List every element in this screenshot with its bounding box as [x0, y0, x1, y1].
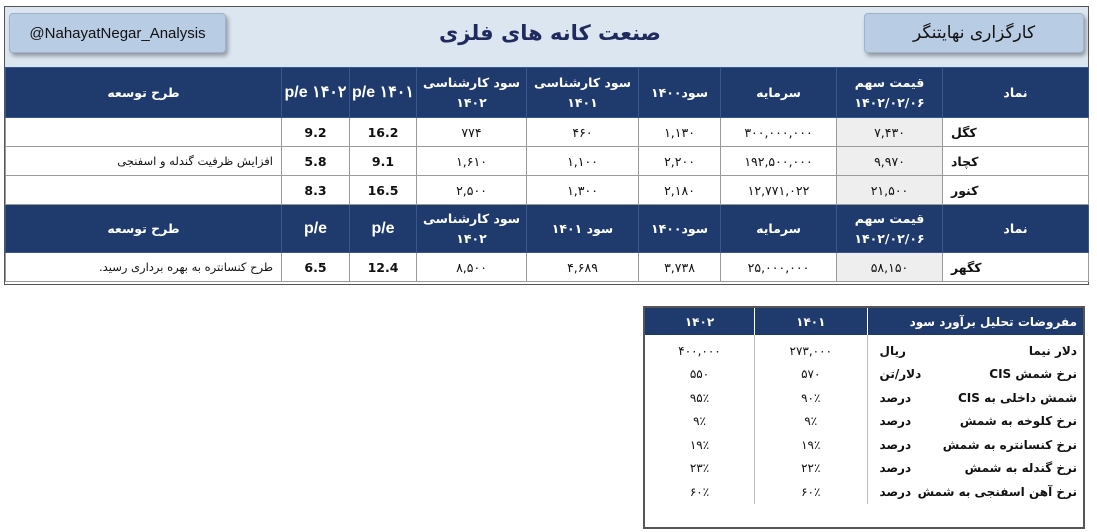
assumption-value-1402: ۱۹٪ [644, 433, 755, 457]
cell-profit-1401: ۴,۶۸۹ [527, 253, 639, 282]
cell-pe-1402: 6.5 [282, 253, 350, 282]
cell-pe-1401: 12.4 [350, 253, 417, 282]
cell-symbol: کنور [943, 176, 1089, 205]
list-item [644, 386, 1084, 410]
assumption-value-1401: ۹۰٪ [755, 386, 868, 410]
cell-plan [6, 176, 282, 205]
cell-price: ۵۸,۱۵۰ [837, 253, 943, 282]
header-symbol: نماد [943, 205, 1089, 253]
title-bar [5, 7, 1088, 68]
table-row [6, 176, 1089, 205]
assumption-unit: درصد [879, 484, 912, 499]
assumptions-title: مفروضات تحلیل برآورد سود [867, 307, 1084, 335]
header-profit-1400: سود۱۴۰۰ [639, 68, 721, 118]
table2-header-row [6, 205, 1089, 253]
cell-profit-1402: ۷۷۴ [417, 118, 527, 147]
assumption-unit: درصد [879, 437, 912, 452]
report-frame [4, 6, 1089, 285]
assumption-value-1402: ۹۵٪ [644, 386, 755, 410]
header-plan: طرح توسعه [6, 68, 282, 118]
assumption-unit: درصد [879, 461, 912, 476]
header-pe-1401: p/e [350, 205, 417, 253]
header-symbol: نماد [943, 68, 1089, 118]
assumption-value-1401: ۵۷۰ [755, 363, 868, 387]
assumption-unit: دلار/تن [879, 367, 922, 382]
cell-profit-1400: ۲,۲۰۰ [639, 147, 721, 176]
cell-profit-1401: ۴۶۰ [527, 118, 639, 147]
cell-profit-1401: ۱,۱۰۰ [527, 147, 639, 176]
cell-capital: ۱۲,۷۷۱,۰۲۲ [721, 176, 837, 205]
assumption-value-1402: ۹٪ [644, 410, 755, 434]
assumption-value-1402: ۴۰۰,۰۰۰ [644, 335, 755, 363]
cell-symbol: کگهر [943, 253, 1089, 282]
header-profit-1402: سود کارشناسی ۱۴۰۲ [417, 68, 527, 118]
cell-profit-1400: ۲,۱۸۰ [639, 176, 721, 205]
assumption-label: نرخ کلوخه به شمش [959, 414, 1077, 429]
cell-profit-1400: ۳,۷۳۸ [639, 253, 721, 282]
assumption-unit: درصد [879, 414, 912, 429]
assumptions-col-1402: ۱۴۰۲ [644, 307, 755, 335]
cell-profit-1402: ۸,۵۰۰ [417, 253, 527, 282]
header-profit-1400: سود۱۴۰۰ [639, 205, 721, 253]
header-capital: سرمایه [721, 205, 837, 253]
header-pe-1401: p/e ۱۴۰۱ [350, 68, 417, 118]
assumption-label: دلار نیما [1028, 343, 1077, 358]
assumption-value-1401: ۱۹٪ [755, 433, 868, 457]
cell-pe-1402: 8.3 [282, 176, 350, 205]
list-item [644, 433, 1084, 457]
cell-plan: افزایش ظرفیت گندله و اسفنجی [6, 147, 282, 176]
cell-plan [6, 118, 282, 147]
channel-handle: @NahayatNegar_Analysis [9, 13, 226, 53]
cell-capital: ۳۰۰,۰۰۰,۰۰۰ [721, 118, 837, 147]
list-item [644, 335, 1084, 363]
cell-pe-1401: 16.5 [350, 176, 417, 205]
list-item [644, 457, 1084, 481]
list-item [644, 410, 1084, 434]
assumption-label: شمش داخلی به CIS [957, 390, 1077, 405]
header-plan: طرح توسعه [6, 205, 282, 253]
assumption-label: نرخ گندله به شمش [964, 461, 1077, 476]
list-item [644, 480, 1084, 504]
cell-capital: ۲۵,۰۰۰,۰۰۰ [721, 253, 837, 282]
assumption-label: نرخ شمش CIS [989, 367, 1077, 382]
assumption-unit: ریال [879, 343, 906, 358]
cell-symbol: کگل [943, 118, 1089, 147]
assumptions-table [643, 306, 1085, 529]
assumptions-header-row [644, 307, 1084, 335]
table-row [6, 147, 1089, 176]
cell-pe-1402: 5.8 [282, 147, 350, 176]
cell-capital: ۱۹۲,۵۰۰,۰۰۰ [721, 147, 837, 176]
assumption-value-1402: ۵۵۰ [644, 363, 755, 387]
assumption-unit: درصد [879, 390, 912, 405]
valuation-table [5, 67, 1089, 282]
cell-symbol: کچاد [943, 147, 1089, 176]
assumption-value-1401: ۲۷۳,۰۰۰ [755, 335, 868, 363]
brokerage-name: کارگزاری نهایتنگر [864, 13, 1084, 53]
assumption-value-1401: ۲۲٪ [755, 457, 868, 481]
assumption-value-1401: ۹٪ [755, 410, 868, 434]
assumptions-spacer [644, 504, 1084, 529]
table-row [6, 253, 1089, 282]
table1-header-row [6, 68, 1089, 118]
header-price: قیمت سهم ۱۴۰۲/۰۲/۰۶ [837, 68, 943, 118]
page-title: صنعت کانه های فلزی [439, 21, 661, 45]
cell-pe-1401: 9.1 [350, 147, 417, 176]
header-profit-1402: سود کارشناسی ۱۴۰۲ [417, 205, 527, 253]
cell-pe-1401: 16.2 [350, 118, 417, 147]
assumption-value-1401: ۶۰٪ [755, 480, 868, 504]
cell-profit-1401: ۱,۳۰۰ [527, 176, 639, 205]
table-row [6, 118, 1089, 147]
assumption-value-1402: ۲۳٪ [644, 457, 755, 481]
cell-price: ۲۱,۵۰۰ [837, 176, 943, 205]
assumptions-col-1401: ۱۴۰۱ [755, 307, 868, 335]
assumption-value-1402: ۶۰٪ [644, 480, 755, 504]
header-price: قیمت سهم ۱۴۰۲/۰۲/۰۶ [837, 205, 943, 253]
cell-pe-1402: 9.2 [282, 118, 350, 147]
header-capital: سرمایه [721, 68, 837, 118]
cell-profit-1402: ۲,۵۰۰ [417, 176, 527, 205]
header-pe-1402: p/e ۱۴۰۲ [282, 68, 350, 118]
assumption-label: نرخ کنسانتره به شمش [942, 437, 1077, 452]
cell-profit-1400: ۱,۱۳۰ [639, 118, 721, 147]
cell-price: ۹,۹۷۰ [837, 147, 943, 176]
cell-plan: طرح کنسانتره به بهره برداری رسید. [6, 253, 282, 282]
header-pe-1402: p/e [282, 205, 350, 253]
header-profit-1401: سود ۱۴۰۱ [527, 205, 639, 253]
cell-profit-1402: ۱,۶۱۰ [417, 147, 527, 176]
cell-price: ۷,۴۳۰ [837, 118, 943, 147]
header-profit-1401: سود کارشناسی ۱۴۰۱ [527, 68, 639, 118]
list-item [644, 363, 1084, 387]
assumption-label: نرخ آهن اسفنجی به شمش [917, 484, 1077, 499]
